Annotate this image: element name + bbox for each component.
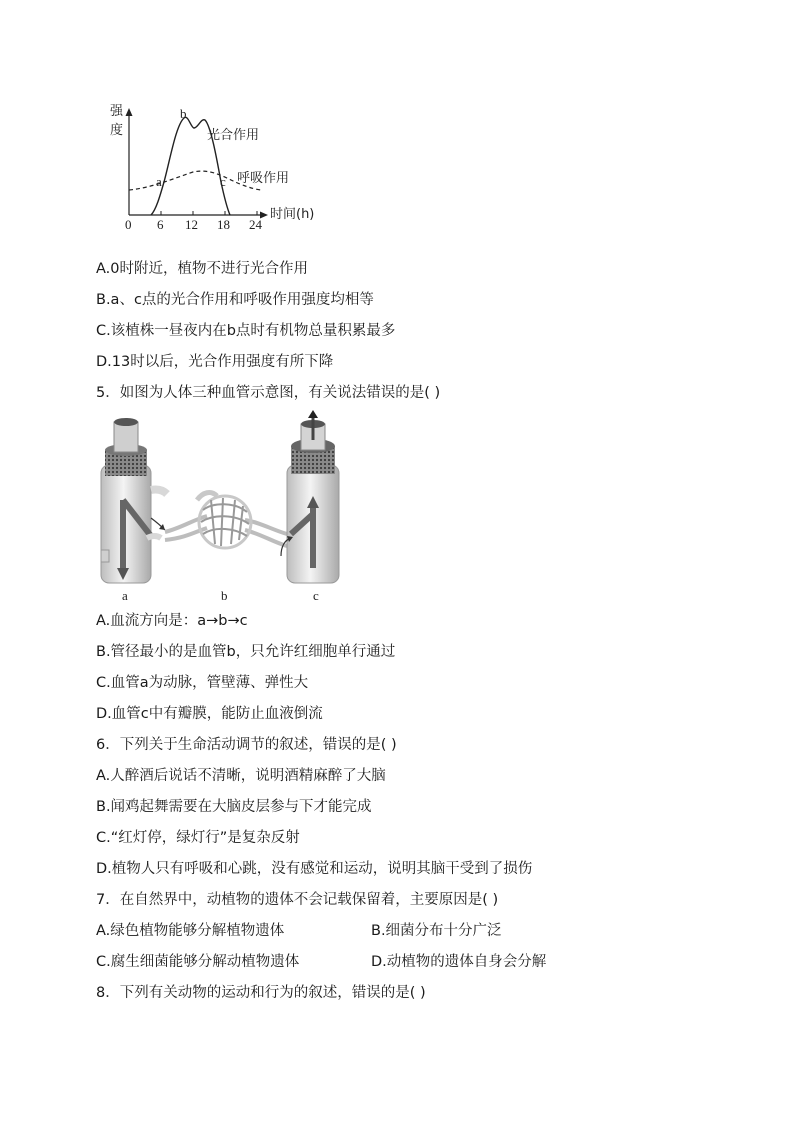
capillary-b [165,493,287,548]
vessel-label-c: c [313,588,319,603]
vessel-label-b: b [221,588,228,603]
graph-svg [100,100,330,235]
tick-label-12: 12 [185,217,198,232]
tick-label-6: 6 [157,217,164,232]
q6-stem: 6．下列关于生命活动调节的叙述，错误的是( ) [96,737,397,753]
vessel-label-a: a [122,588,128,603]
vessel-a [101,418,167,583]
q5-option-a: A.血流方向是：a→b→c [96,613,248,629]
q7-option-d: D.动植物的遗体自身会分解 [371,954,547,970]
q7-option-a: A.绿色植物能够分解植物遗体 [96,923,285,939]
vessel-svg [95,410,350,605]
blood-vessel-figure [95,410,350,605]
photosynthesis-label: 光合作用 [207,128,260,143]
q6-option-d: D.植物人只有呼吸和心跳，没有感觉和运动，说明其脑干受到了损伤 [96,861,533,877]
q5-option-b: B.管径最小的是血管b，只允许红细胞单行通过 [96,644,396,660]
respiration-label: 呼吸作用 [237,171,290,186]
q5-option-d: D.血管c中有瓣膜，能防止血液倒流 [96,706,323,722]
q6-option-a: A.人醉酒后说话不清晰，说明酒精麻醉了大脑 [96,768,386,784]
q7-option-c: C.腐生细菌能够分解动植物遗体 [96,954,300,970]
q5-stem: 5．如图为人体三种血管示意图，有关说法错误的是( ) [96,385,441,401]
q4-option-d: D.13时以后，光合作用强度有所下降 [96,354,334,370]
q8-stem: 8．下列有关动物的运动和行为的叙述，错误的是( ) [96,985,426,1001]
vessel-c [281,410,339,583]
point-a-label: a [156,174,162,189]
y-axis-arrow [126,108,133,116]
q6-option-c: C.“红灯停，绿灯行”是复杂反射 [96,830,300,846]
q5-option-c: C.血管a为动脉，管壁薄、弹性大 [96,675,309,691]
q7-option-b: B.细菌分布十分广泛 [371,923,502,939]
point-b-label: b [180,106,187,121]
q7-stem: 7．在自然界中，动植物的遗体不会记载保留着，主要原因是( ) [96,892,499,908]
q4-option-a: A.0时附近，植物不进行光合作用 [96,261,308,277]
x-axis-label: 时间(h) [270,207,315,222]
tick-label-18: 18 [217,217,230,232]
tick-label-24: 24 [249,217,262,232]
q4-option-c: C.该植株一昼夜内在b点时有机物总量积累最多 [96,323,396,339]
tick-label-0: 0 [125,217,132,232]
q6-option-b: B.闻鸡起舞需要在大脑皮层参与下才能完成 [96,799,372,815]
y-label-1: 强 [110,104,124,119]
point-c-label: c [220,174,226,189]
q4-option-b: B.a、c点的光合作用和呼吸作用强度均相等 [96,292,374,308]
intensity-graph [100,100,330,235]
y-label-2: 度 [110,123,124,138]
